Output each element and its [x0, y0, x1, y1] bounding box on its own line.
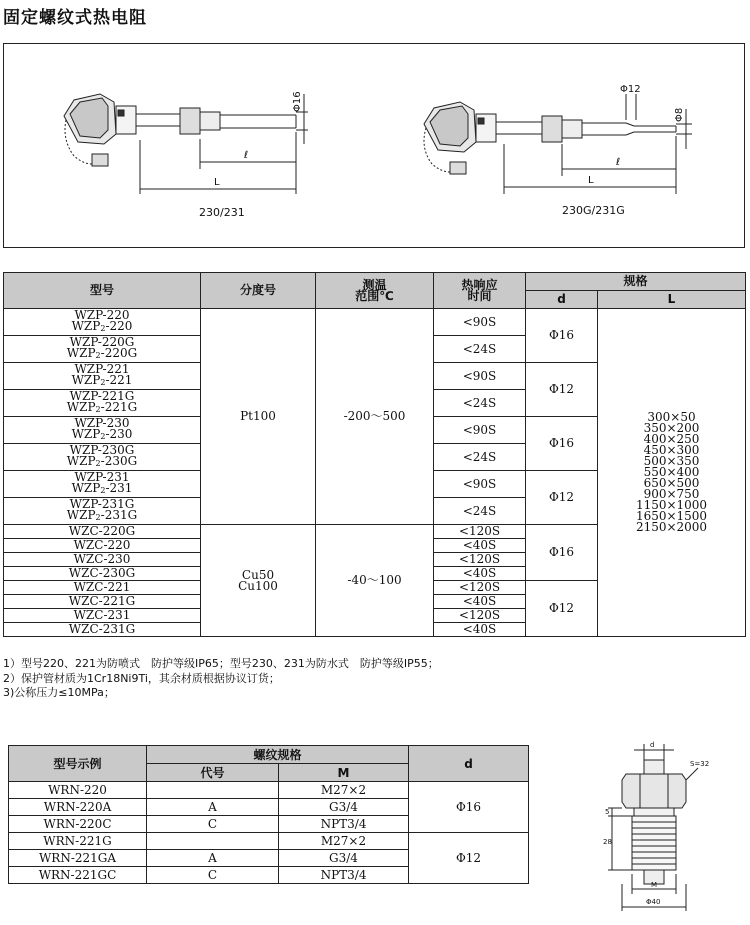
d-cell: Φ16	[526, 525, 598, 581]
dim-l-label-right: ℓ	[616, 157, 621, 168]
table-row: WZC-231G <40S	[4, 623, 746, 637]
page-title: 固定螺纹式热电阻	[3, 8, 147, 28]
d-cell: Φ16	[526, 309, 598, 363]
wzp-range: -200～500	[316, 309, 434, 525]
wzp-graduation: Pt100	[201, 309, 316, 525]
drawings-panel	[3, 43, 745, 248]
table-row: WRN-221GC C NPT3/4	[9, 867, 529, 884]
L-sizes-cell: 300×50 350×200 400×250 450×300 500×350 550×400 650×500 900×750 1150×1000 1650×1500 2150×2000	[598, 309, 746, 637]
header-L: L	[598, 291, 746, 309]
table-row: WZC-221 <120S Φ12	[4, 581, 746, 595]
fitting-M-label: M	[651, 881, 658, 889]
d-cell: Φ12	[526, 581, 598, 637]
table-row: WZP-221 $WZP_2-221$ <90S Φ12	[4, 363, 746, 390]
dim-phi12-label: Φ12	[620, 84, 641, 95]
dim-phi8-label: Φ8	[674, 107, 685, 122]
table-row: WZP-220G $WZP_2-220G$ <24S	[4, 336, 746, 363]
table-row: WZC-220G Cu50 Cu100 -40～100 <120S Φ16	[4, 525, 746, 539]
dim-phi16-label: Φ16	[292, 91, 303, 112]
fitting-drawing	[594, 736, 714, 916]
header-graduation: 分度号	[201, 273, 316, 309]
left-caption: 230/231	[199, 206, 245, 219]
right-caption: 230G/231G	[562, 204, 625, 217]
wzc-range: -40～100	[316, 525, 434, 637]
header-code: 代号	[147, 764, 279, 782]
dim-L-label-right: L	[588, 175, 594, 186]
table-row: WRN-221GA A G3/4	[9, 850, 529, 867]
table-row: WRN-220A A G3/4	[9, 799, 529, 816]
header-range: 测温 范围℃	[316, 273, 434, 309]
dim-l-label-left: ℓ	[244, 150, 249, 161]
d-cell: Φ12	[409, 833, 529, 884]
fitting-28-label: 28	[603, 838, 612, 846]
table-row: WZP-231 $WZP_2-231$ <90S Φ12	[4, 471, 746, 498]
table-row: WZC-230 <120S	[4, 553, 746, 567]
header-response: 热响应 时间	[434, 273, 526, 309]
table-row: WZC-221G <40S	[4, 595, 746, 609]
table-row: WZP-230G $WZP_2-230G$ <24S	[4, 444, 746, 471]
note-line: 3)公称压力≤10MPa；	[3, 686, 115, 699]
sensor-drawings	[4, 44, 744, 247]
table-row: WRN-221G M27×2 Φ12	[9, 833, 529, 850]
table-row: WZP-221G $WZP_2-221G$ <24S	[4, 390, 746, 417]
fitting-phi40-label: Φ40	[646, 898, 661, 906]
note-line: 2）保护管材质为1Cr18Ni9Ti，其余材质根据协议订货；	[3, 671, 280, 685]
header-thread: 螺纹规格	[147, 746, 409, 764]
wrn-table	[8, 745, 529, 884]
fitting-d-label: d	[650, 741, 655, 749]
d-cell: Φ16	[409, 782, 529, 833]
right-sensor-drawing	[424, 94, 692, 194]
fitting-s-label: S=32	[690, 760, 710, 768]
table-row: WZC-231 <120S	[4, 609, 746, 623]
header-spec: 规格	[526, 273, 746, 291]
table-row: WZP-231G $WZP_2-231G$ <24S	[4, 498, 746, 525]
wzc-graduation: Cu50 Cu100	[201, 525, 316, 637]
header-model: 型号	[4, 273, 201, 309]
fitting-5-label: 5	[605, 808, 610, 816]
table-row: WZP-220 $WZP_2-220$ Pt100 -200～500 <90S Φ16 300×50 350×200 400×250 450×300 500×350 550×400 650×500 900×750 1150×1000 1650×1500 2150×2000	[4, 309, 746, 336]
table-row: WRN-220 M27×2 Φ16	[9, 782, 529, 799]
note-line: 1）型号220、221为防喷式 防护等级IP65；型号230、231为防水式 防护等级IP55；	[3, 657, 439, 670]
notes	[3, 657, 439, 701]
table-row: WRN-220C C NPT3/4	[9, 816, 529, 833]
table-row: WZC-220 <40S	[4, 539, 746, 553]
dim-L-label-left: L	[214, 177, 220, 188]
d-cell: Φ12	[526, 471, 598, 525]
table-row: WZC-230G <40S	[4, 567, 746, 581]
left-sensor-drawing	[64, 94, 308, 194]
header-d: d	[409, 746, 529, 782]
table-row: WZP-230 $WZP_2-230$ <90S Φ16	[4, 417, 746, 444]
header-M: M	[279, 764, 409, 782]
d-cell: Φ12	[526, 363, 598, 417]
header-d: d	[526, 291, 598, 309]
d-cell: Φ16	[526, 417, 598, 471]
header-example: 型号示例	[9, 746, 147, 782]
spec-table	[3, 272, 746, 637]
